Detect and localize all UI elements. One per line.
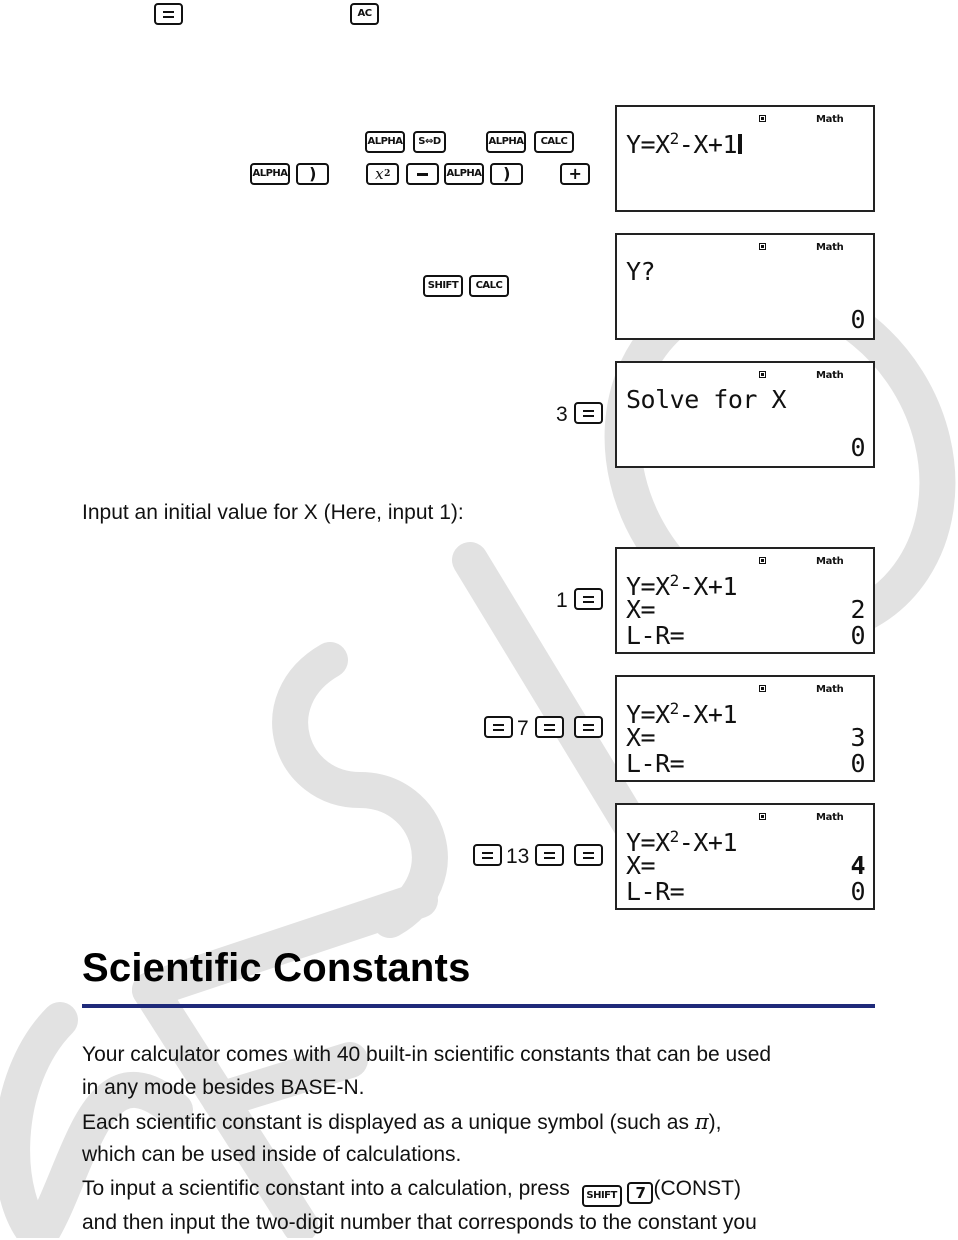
calculator-screen-6 xyxy=(615,803,875,910)
math-indicator: Math xyxy=(816,242,844,253)
math-indicator: Math xyxy=(816,684,844,695)
x-squared-key: x 2 xyxy=(366,163,399,185)
screen-expression: $Y=X^2-X+1$ xyxy=(626,571,738,601)
x-label: X= xyxy=(626,723,656,752)
close-paren-key: ) xyxy=(296,163,329,185)
ac-key: AC xyxy=(350,3,379,25)
pi-symbol: π xyxy=(694,1110,709,1134)
indicator-icon xyxy=(759,371,766,378)
instruction-text: Input an initial value for X (Here, input 1): xyxy=(82,501,464,524)
indicator-icon xyxy=(759,813,766,820)
lr-value: 0 xyxy=(850,621,865,650)
screen-value: 0 xyxy=(850,433,865,462)
calculator-screen-2 xyxy=(615,233,875,340)
screen-prompt: Y? xyxy=(626,257,656,286)
math-indicator: Math xyxy=(816,812,844,823)
equals-key xyxy=(574,844,603,866)
shift-key: SHIFT xyxy=(582,1185,622,1207)
screen-expression: $Y=X^2-X+1$ xyxy=(626,699,738,729)
paragraph-line: Each scientific constant is displayed as a unique symbol (such as π), xyxy=(82,1110,722,1134)
lr-label: L-R= xyxy=(626,749,685,778)
indicator-icon xyxy=(759,557,766,564)
paragraph-line: which can be used inside of calculations. xyxy=(82,1143,462,1166)
calculator-screen-1 xyxy=(615,105,875,212)
x-value: 4 xyxy=(850,851,865,880)
math-indicator: Math xyxy=(816,556,844,567)
s-d-key: S⇔D xyxy=(413,131,446,153)
math-indicator: Math xyxy=(816,370,844,381)
step-digit: 1 xyxy=(556,589,568,612)
step-digit: 7 xyxy=(517,717,529,740)
seven-key: 7 xyxy=(627,1182,653,1204)
calculator-screen-4 xyxy=(615,547,875,654)
screen-prompt: Solve for X xyxy=(626,385,787,414)
cursor-icon xyxy=(738,134,742,154)
calc-key: CALC xyxy=(534,131,574,153)
indicator-icon xyxy=(759,115,766,122)
shift-key: SHIFT xyxy=(423,275,463,297)
indicator-icon xyxy=(759,243,766,250)
alpha-key: ALPHA xyxy=(250,163,290,185)
paragraph-line: in any mode besides BASE-N. xyxy=(82,1076,365,1099)
equals-key xyxy=(473,844,502,866)
equals-key xyxy=(154,3,183,25)
alpha-key: ALPHA xyxy=(444,163,484,185)
equals-key xyxy=(574,588,603,610)
equals-key xyxy=(574,402,603,424)
x-label: X= xyxy=(626,595,656,624)
section-divider xyxy=(82,1004,875,1008)
equals-key xyxy=(484,716,513,738)
paragraph-line: Your calculator comes with 40 built-in scientific constants that can be used xyxy=(82,1043,772,1066)
lr-value: 0 xyxy=(850,749,865,778)
alpha-key: ALPHA xyxy=(486,131,526,153)
equals-key xyxy=(535,844,564,866)
x-label: X= xyxy=(626,851,656,880)
screen-expression: $Y=X^2-X+1$ xyxy=(626,827,738,857)
step-digit: 13 xyxy=(506,845,530,868)
plus-key: + xyxy=(560,163,590,185)
calculator-screen-5 xyxy=(615,675,875,782)
x-value: 3 xyxy=(850,723,865,752)
section-title: Scientific Constants xyxy=(82,946,471,990)
minus-key xyxy=(406,163,439,185)
screen-expression: $Y=X^2-X+1$ xyxy=(626,131,742,157)
paragraph-line: and then input the two-digit number that corresponds to the constant you xyxy=(82,1211,757,1234)
alpha-key: ALPHA xyxy=(365,131,405,153)
equals-key xyxy=(574,716,603,738)
step-digit: 3 xyxy=(556,403,568,426)
lr-label: L-R= xyxy=(626,621,685,650)
close-paren-key: ) xyxy=(490,163,523,185)
equals-key xyxy=(535,716,564,738)
paragraph-line: To input a scientific constant into a calculation, press SHIFT 7 (CONST) xyxy=(82,1172,741,1207)
lr-label: L-R= xyxy=(626,877,685,906)
x-value: 2 xyxy=(850,595,865,624)
calculator-screen-3 xyxy=(615,361,875,468)
lr-value: 0 xyxy=(850,877,865,906)
indicator-icon xyxy=(759,685,766,692)
calc-key: CALC xyxy=(469,275,509,297)
screen-value: 0 xyxy=(850,305,865,334)
math-indicator: Math xyxy=(816,114,844,125)
